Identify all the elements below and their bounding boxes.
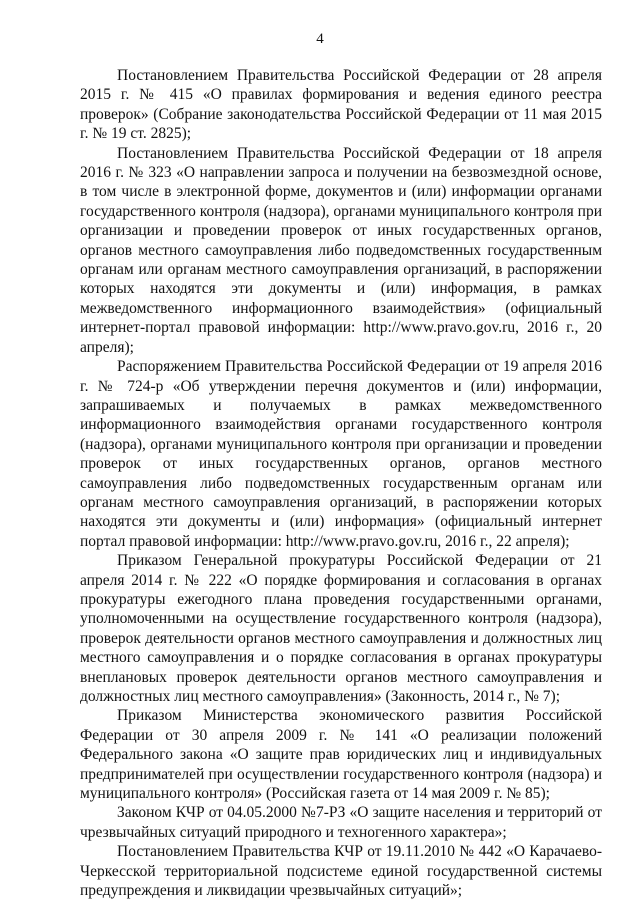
paragraph-decree-415: Постановлением Правительства Российской Федерации от 28 апреля 2015 г. № 415 «О правилах формирования и ведения единого реестра проверок» (Собрание законодательства Российской Федерации от 11 мая 2015 г. № 19 ст. 2825); [80,67,602,143]
page-number: 4 [316,31,324,47]
paragraph-kchr-decree-442: Постановлением Правительства КЧР от 19.11.2010 № 442 «О Карачаево-Черкесской территориальной подсистеме единой государственной системы предупреждения и ликвидации чрезвычайных ситуаций»; [80,843,602,900]
document-body [80,66,602,900]
paragraph-decree-323: Постановлением Правительства Российской Федерации от 18 апреля 2016 г. № 323 «О направлении запроса и получении на безвозмездной основе, в том числе в электронной форме, документов и (или) информации органами государственного контроля (надзора), органами муниципального контроля при организации и проведении проверок от иных государственных органов, органов местного самоуправления либо подведомственных государственным органам или органам местного самоуправления организаций, в распоряжении которых находятся эти документы и (или) информация, в рамках межведомственного информационного взаимодействия» (официальный интернет-портал правовой информации: http://www.pravo.gov.ru, 2016 г., 20 апреля); [80,144,602,356]
paragraph-kchr-law-7-rz: Законом КЧР от 04.05.2000 №7-РЗ «О защите населения и территорий от чрезвычайных ситуаций природного и техногенного характера»; [80,804,602,841]
paragraph-order-724-r: Распоряжением Правительства Российской Федерации от 19 апреля 2016 г. № 724-р «Об утверждении перечня документов и (или) информации, запрашиваемых и получаемых в рамках межведомственного информационного взаимодействия органами государственного контроля (надзора), органами муниципального контроля при организации и проведении проверок от иных государственных органов, органов местного самоуправления либо подведомственных государственным органам или органам местного самоуправления организаций, в распоряжении которых находятся эти документы и (или) информация» (официальный интернет портал правовой информации: http://www.pravo.gov.ru, 2016 г., 22 апреля); [80,358,602,550]
paragraph-prosecutor-order-222: Приказом Генеральной прокуратуры Российской Федерации от 21 апреля 2014 г. № 222 «О порядке формирования и согласования в органах прокуратуры ежегодного плана проведения государственными органами, уполномоченными на осуществление государственного контроля (надзора), проверок деятельности органов местного самоуправления и должностных лиц местного самоуправления и о порядке согласования в органах прокуратуры внеплановых проверок деятельности органов местного самоуправления и должностных лиц местного самоуправления» (Законность, 2014 г., № 7); [80,552,602,705]
paragraph-ministry-order-141: Приказом Министерства экономического развития Российской Федерации от 30 апреля 2009 г. № 141 «О реализации положений Федерального закона «О защите прав юридических лиц и индивидуальных предпринимателей при осуществлении государственного контроля (надзора) и муниципального контроля» (Российская газета от 14 мая 2009 г. № 85); [80,707,602,803]
